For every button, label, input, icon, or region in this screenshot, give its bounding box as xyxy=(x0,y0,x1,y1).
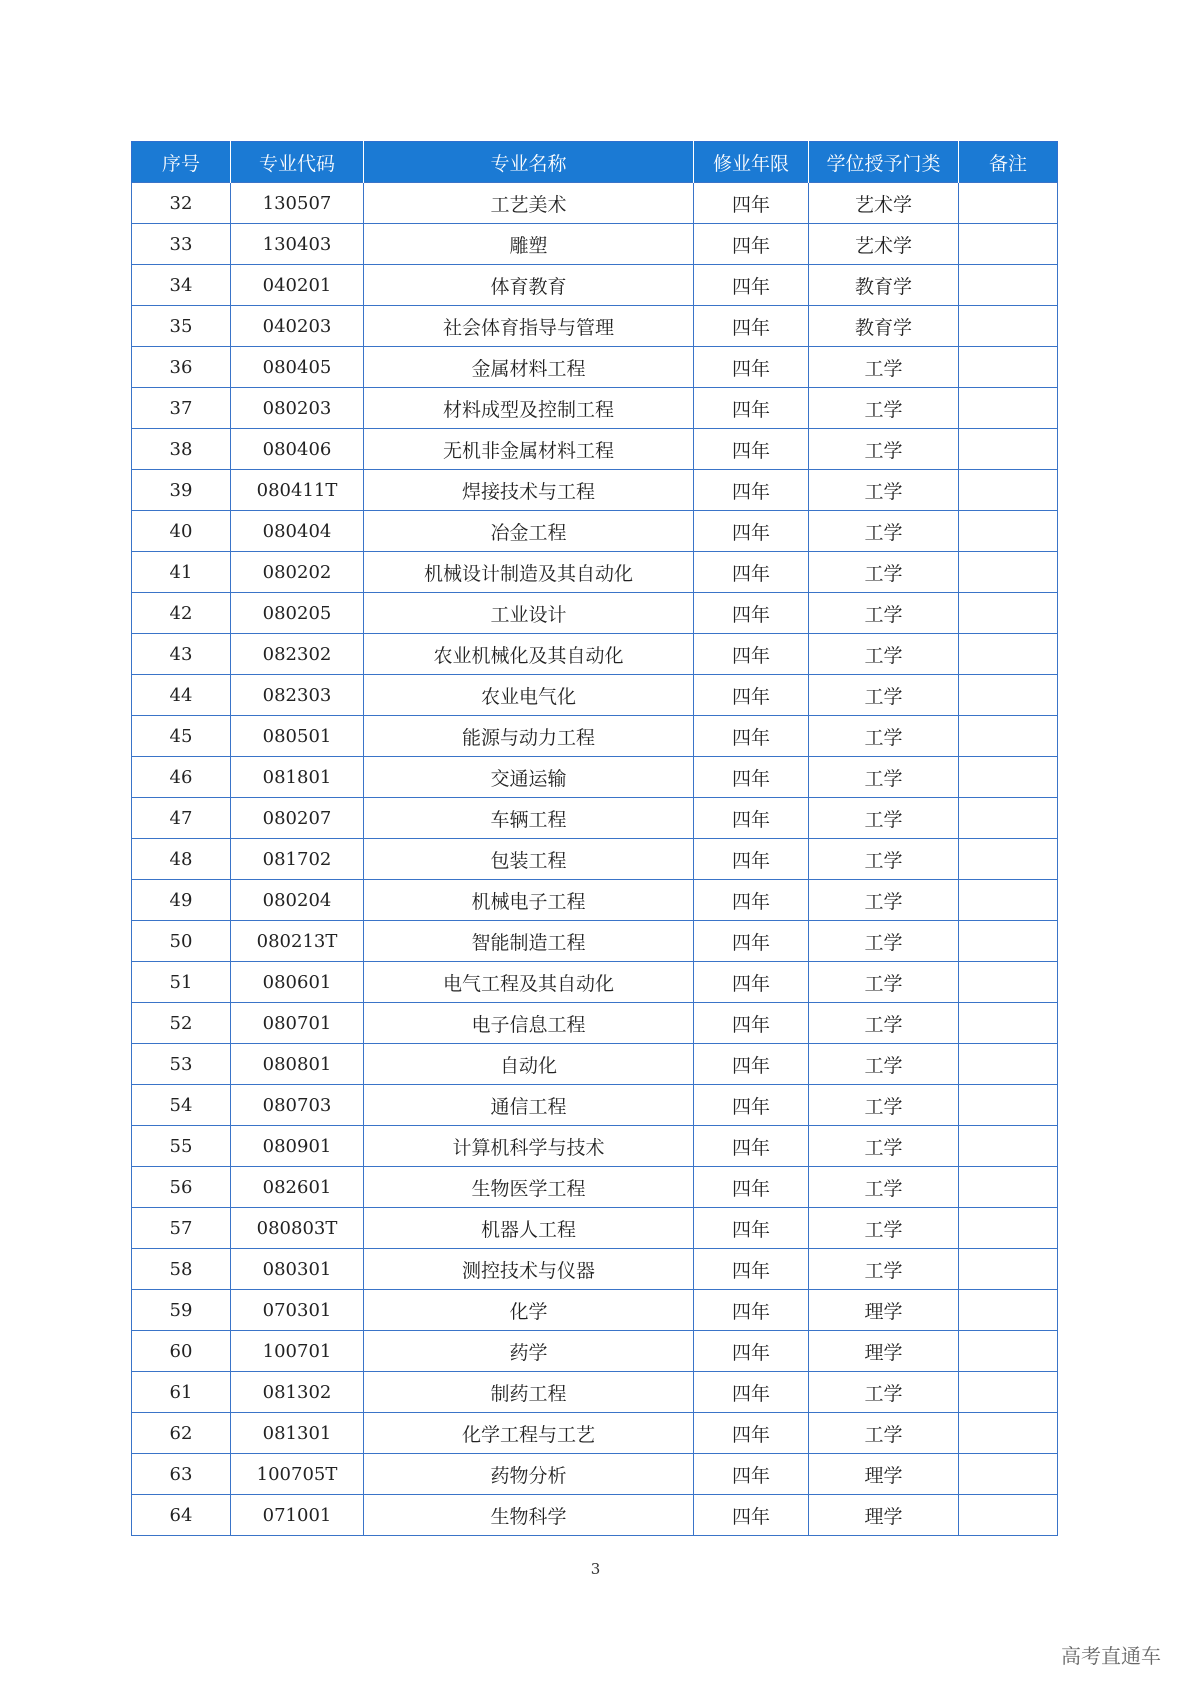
cell-remarks xyxy=(959,1167,1058,1208)
cell-remarks xyxy=(959,675,1058,716)
cell-degree-category: 工学 xyxy=(809,1003,959,1044)
cell-remarks xyxy=(959,1126,1058,1167)
cell-degree-category: 工学 xyxy=(809,429,959,470)
majors-table xyxy=(131,141,1058,1536)
cell-duration: 四年 xyxy=(694,388,809,429)
cell-major-code: 130507 xyxy=(231,183,364,224)
cell-degree-category: 工学 xyxy=(809,552,959,593)
cell-degree-category: 艺术学 xyxy=(809,224,959,265)
cell-major-name: 生物医学工程 xyxy=(364,1167,694,1208)
cell-index: 34 xyxy=(132,265,231,306)
table-header-row xyxy=(132,142,1058,183)
cell-major-code: 081801 xyxy=(231,757,364,798)
cell-index: 40 xyxy=(132,511,231,552)
cell-major-code: 130403 xyxy=(231,224,364,265)
cell-index: 32 xyxy=(132,183,231,224)
cell-degree-category: 工学 xyxy=(809,880,959,921)
cell-duration: 四年 xyxy=(694,224,809,265)
cell-duration: 四年 xyxy=(694,716,809,757)
table-row xyxy=(132,347,1058,388)
cell-duration: 四年 xyxy=(694,470,809,511)
cell-index: 43 xyxy=(132,634,231,675)
header-major-name: 专业名称 xyxy=(364,142,694,183)
cell-major-code: 081302 xyxy=(231,1372,364,1413)
cell-major-code: 080801 xyxy=(231,1044,364,1085)
cell-remarks xyxy=(959,552,1058,593)
cell-index: 53 xyxy=(132,1044,231,1085)
cell-duration: 四年 xyxy=(694,429,809,470)
cell-major-code: 081301 xyxy=(231,1413,364,1454)
cell-index: 56 xyxy=(132,1167,231,1208)
cell-remarks xyxy=(959,880,1058,921)
table-row xyxy=(132,1331,1058,1372)
cell-remarks xyxy=(959,306,1058,347)
cell-index: 42 xyxy=(132,593,231,634)
cell-degree-category: 工学 xyxy=(809,347,959,388)
cell-major-name: 智能制造工程 xyxy=(364,921,694,962)
table-row xyxy=(132,511,1058,552)
table-row xyxy=(132,388,1058,429)
cell-major-name: 计算机科学与技术 xyxy=(364,1126,694,1167)
cell-index: 37 xyxy=(132,388,231,429)
cell-duration: 四年 xyxy=(694,1495,809,1536)
cell-major-name: 能源与动力工程 xyxy=(364,716,694,757)
cell-index: 52 xyxy=(132,1003,231,1044)
watermark-text: 高考直通车 xyxy=(1061,1644,1161,1668)
cell-remarks xyxy=(959,224,1058,265)
cell-major-code: 080601 xyxy=(231,962,364,1003)
cell-index: 36 xyxy=(132,347,231,388)
cell-index: 49 xyxy=(132,880,231,921)
cell-duration: 四年 xyxy=(694,1249,809,1290)
table-row xyxy=(132,798,1058,839)
table-body xyxy=(132,183,1058,1536)
cell-remarks xyxy=(959,1290,1058,1331)
cell-major-name: 包装工程 xyxy=(364,839,694,880)
table-row xyxy=(132,429,1058,470)
cell-duration: 四年 xyxy=(694,839,809,880)
cell-major-name: 雕塑 xyxy=(364,224,694,265)
cell-degree-category: 理学 xyxy=(809,1454,959,1495)
cell-duration: 四年 xyxy=(694,511,809,552)
cell-degree-category: 工学 xyxy=(809,1126,959,1167)
cell-remarks xyxy=(959,962,1058,1003)
cell-remarks xyxy=(959,1003,1058,1044)
cell-major-name: 工业设计 xyxy=(364,593,694,634)
cell-major-code: 080405 xyxy=(231,347,364,388)
cell-major-name: 焊接技术与工程 xyxy=(364,470,694,511)
cell-major-name: 机械设计制造及其自动化 xyxy=(364,552,694,593)
cell-index: 54 xyxy=(132,1085,231,1126)
cell-major-code: 080703 xyxy=(231,1085,364,1126)
cell-remarks xyxy=(959,757,1058,798)
cell-degree-category: 工学 xyxy=(809,675,959,716)
table-row xyxy=(132,634,1058,675)
cell-degree-category: 艺术学 xyxy=(809,183,959,224)
cell-degree-category: 工学 xyxy=(809,470,959,511)
table-row xyxy=(132,1249,1058,1290)
cell-major-code: 040203 xyxy=(231,306,364,347)
cell-major-name: 体育教育 xyxy=(364,265,694,306)
cell-major-code: 080406 xyxy=(231,429,364,470)
table-row xyxy=(132,880,1058,921)
cell-major-name: 电子信息工程 xyxy=(364,1003,694,1044)
cell-duration: 四年 xyxy=(694,552,809,593)
cell-major-name: 农业机械化及其自动化 xyxy=(364,634,694,675)
cell-major-code: 080203 xyxy=(231,388,364,429)
cell-remarks xyxy=(959,1249,1058,1290)
cell-index: 51 xyxy=(132,962,231,1003)
cell-index: 33 xyxy=(132,224,231,265)
cell-index: 57 xyxy=(132,1208,231,1249)
table-row xyxy=(132,1495,1058,1536)
table-row xyxy=(132,552,1058,593)
cell-major-code: 070301 xyxy=(231,1290,364,1331)
table-row xyxy=(132,1372,1058,1413)
cell-duration: 四年 xyxy=(694,1331,809,1372)
cell-duration: 四年 xyxy=(694,880,809,921)
table-row xyxy=(132,470,1058,511)
table-row xyxy=(132,1085,1058,1126)
header-major-code: 专业代码 xyxy=(231,142,364,183)
cell-index: 48 xyxy=(132,839,231,880)
cell-major-code: 080901 xyxy=(231,1126,364,1167)
cell-major-code: 080411T xyxy=(231,470,364,511)
cell-major-code: 082302 xyxy=(231,634,364,675)
cell-major-code: 080301 xyxy=(231,1249,364,1290)
cell-degree-category: 工学 xyxy=(809,511,959,552)
cell-remarks xyxy=(959,1085,1058,1126)
header-degree-category: 学位授予门类 xyxy=(809,142,959,183)
cell-degree-category: 工学 xyxy=(809,962,959,1003)
table-row xyxy=(132,306,1058,347)
cell-duration: 四年 xyxy=(694,306,809,347)
cell-major-name: 冶金工程 xyxy=(364,511,694,552)
cell-degree-category: 工学 xyxy=(809,1085,959,1126)
cell-remarks xyxy=(959,347,1058,388)
cell-duration: 四年 xyxy=(694,757,809,798)
table-row xyxy=(132,224,1058,265)
cell-degree-category: 工学 xyxy=(809,1372,959,1413)
cell-remarks xyxy=(959,593,1058,634)
majors-table-container xyxy=(131,141,1057,1536)
cell-major-code: 100701 xyxy=(231,1331,364,1372)
cell-degree-category: 工学 xyxy=(809,1044,959,1085)
cell-major-code: 080207 xyxy=(231,798,364,839)
cell-remarks xyxy=(959,388,1058,429)
cell-degree-category: 工学 xyxy=(809,593,959,634)
cell-major-code: 082303 xyxy=(231,675,364,716)
cell-index: 59 xyxy=(132,1290,231,1331)
cell-major-name: 机器人工程 xyxy=(364,1208,694,1249)
cell-duration: 四年 xyxy=(694,798,809,839)
cell-duration: 四年 xyxy=(694,1208,809,1249)
cell-duration: 四年 xyxy=(694,1085,809,1126)
cell-major-name: 化学 xyxy=(364,1290,694,1331)
cell-remarks xyxy=(959,839,1058,880)
cell-duration: 四年 xyxy=(694,1167,809,1208)
cell-remarks xyxy=(959,1495,1058,1536)
cell-degree-category: 工学 xyxy=(809,839,959,880)
cell-major-code: 040201 xyxy=(231,265,364,306)
cell-major-code: 080803T xyxy=(231,1208,364,1249)
cell-duration: 四年 xyxy=(694,1372,809,1413)
cell-major-name: 无机非金属材料工程 xyxy=(364,429,694,470)
cell-remarks xyxy=(959,1331,1058,1372)
header-remarks: 备注 xyxy=(959,142,1058,183)
table-row xyxy=(132,716,1058,757)
cell-remarks xyxy=(959,1413,1058,1454)
cell-remarks xyxy=(959,1454,1058,1495)
table-row xyxy=(132,1003,1058,1044)
cell-remarks xyxy=(959,429,1058,470)
cell-degree-category: 工学 xyxy=(809,634,959,675)
cell-major-code: 080213T xyxy=(231,921,364,962)
cell-degree-category: 工学 xyxy=(809,921,959,962)
cell-remarks xyxy=(959,798,1058,839)
cell-major-code: 080501 xyxy=(231,716,364,757)
cell-remarks xyxy=(959,1044,1058,1085)
cell-index: 50 xyxy=(132,921,231,962)
table-row xyxy=(132,1290,1058,1331)
cell-duration: 四年 xyxy=(694,1290,809,1331)
cell-major-code: 080202 xyxy=(231,552,364,593)
table-row xyxy=(132,593,1058,634)
cell-duration: 四年 xyxy=(694,1044,809,1085)
cell-index: 58 xyxy=(132,1249,231,1290)
cell-remarks xyxy=(959,511,1058,552)
cell-duration: 四年 xyxy=(694,921,809,962)
cell-major-name: 药物分析 xyxy=(364,1454,694,1495)
cell-index: 44 xyxy=(132,675,231,716)
cell-major-name: 机械电子工程 xyxy=(364,880,694,921)
table-row xyxy=(132,265,1058,306)
cell-major-name: 药学 xyxy=(364,1331,694,1372)
cell-degree-category: 理学 xyxy=(809,1495,959,1536)
cell-major-name: 测控技术与仪器 xyxy=(364,1249,694,1290)
table-row xyxy=(132,1126,1058,1167)
table-row xyxy=(132,962,1058,1003)
cell-remarks xyxy=(959,921,1058,962)
cell-major-name: 金属材料工程 xyxy=(364,347,694,388)
cell-duration: 四年 xyxy=(694,183,809,224)
table-row xyxy=(132,921,1058,962)
cell-major-code: 080404 xyxy=(231,511,364,552)
cell-index: 64 xyxy=(132,1495,231,1536)
cell-index: 46 xyxy=(132,757,231,798)
cell-index: 35 xyxy=(132,306,231,347)
table-row xyxy=(132,1044,1058,1085)
cell-index: 61 xyxy=(132,1372,231,1413)
cell-major-name: 工艺美术 xyxy=(364,183,694,224)
cell-remarks xyxy=(959,265,1058,306)
cell-duration: 四年 xyxy=(694,675,809,716)
cell-degree-category: 工学 xyxy=(809,757,959,798)
cell-index: 55 xyxy=(132,1126,231,1167)
cell-degree-category: 工学 xyxy=(809,1249,959,1290)
cell-duration: 四年 xyxy=(694,962,809,1003)
cell-major-code: 080205 xyxy=(231,593,364,634)
cell-degree-category: 工学 xyxy=(809,716,959,757)
cell-index: 63 xyxy=(132,1454,231,1495)
table-row xyxy=(132,1454,1058,1495)
table-row xyxy=(132,1167,1058,1208)
cell-duration: 四年 xyxy=(694,1413,809,1454)
cell-degree-category: 工学 xyxy=(809,1167,959,1208)
cell-remarks xyxy=(959,1372,1058,1413)
cell-major-code: 071001 xyxy=(231,1495,364,1536)
table-row xyxy=(132,757,1058,798)
cell-remarks xyxy=(959,183,1058,224)
cell-major-name: 电气工程及其自动化 xyxy=(364,962,694,1003)
cell-major-name: 化学工程与工艺 xyxy=(364,1413,694,1454)
cell-major-name: 制药工程 xyxy=(364,1372,694,1413)
cell-major-name: 农业电气化 xyxy=(364,675,694,716)
cell-remarks xyxy=(959,470,1058,511)
cell-index: 62 xyxy=(132,1413,231,1454)
cell-major-name: 生物科学 xyxy=(364,1495,694,1536)
page-number: 3 xyxy=(590,1560,601,1578)
cell-degree-category: 工学 xyxy=(809,798,959,839)
header-index: 序号 xyxy=(132,142,231,183)
cell-major-name: 通信工程 xyxy=(364,1085,694,1126)
cell-index: 41 xyxy=(132,552,231,593)
cell-duration: 四年 xyxy=(694,347,809,388)
cell-index: 38 xyxy=(132,429,231,470)
cell-index: 45 xyxy=(132,716,231,757)
cell-degree-category: 教育学 xyxy=(809,306,959,347)
table-row xyxy=(132,183,1058,224)
cell-major-name: 社会体育指导与管理 xyxy=(364,306,694,347)
cell-duration: 四年 xyxy=(694,1003,809,1044)
cell-index: 47 xyxy=(132,798,231,839)
cell-duration: 四年 xyxy=(694,634,809,675)
cell-degree-category: 教育学 xyxy=(809,265,959,306)
cell-major-name: 交通运输 xyxy=(364,757,694,798)
cell-major-name: 材料成型及控制工程 xyxy=(364,388,694,429)
cell-remarks xyxy=(959,634,1058,675)
cell-major-code: 081702 xyxy=(231,839,364,880)
cell-remarks xyxy=(959,1208,1058,1249)
cell-duration: 四年 xyxy=(694,593,809,634)
cell-major-code: 100705T xyxy=(231,1454,364,1495)
table-row xyxy=(132,839,1058,880)
cell-major-code: 080701 xyxy=(231,1003,364,1044)
table-row xyxy=(132,1208,1058,1249)
cell-major-code: 080204 xyxy=(231,880,364,921)
cell-remarks xyxy=(959,716,1058,757)
cell-duration: 四年 xyxy=(694,265,809,306)
cell-degree-category: 工学 xyxy=(809,1208,959,1249)
cell-degree-category: 工学 xyxy=(809,388,959,429)
cell-degree-category: 理学 xyxy=(809,1290,959,1331)
cell-duration: 四年 xyxy=(694,1454,809,1495)
cell-major-name: 自动化 xyxy=(364,1044,694,1085)
cell-major-name: 车辆工程 xyxy=(364,798,694,839)
table-row xyxy=(132,675,1058,716)
cell-major-code: 082601 xyxy=(231,1167,364,1208)
cell-duration: 四年 xyxy=(694,1126,809,1167)
table-row xyxy=(132,1413,1058,1454)
header-duration: 修业年限 xyxy=(694,142,809,183)
cell-index: 60 xyxy=(132,1331,231,1372)
cell-degree-category: 理学 xyxy=(809,1331,959,1372)
cell-degree-category: 工学 xyxy=(809,1413,959,1454)
cell-index: 39 xyxy=(132,470,231,511)
